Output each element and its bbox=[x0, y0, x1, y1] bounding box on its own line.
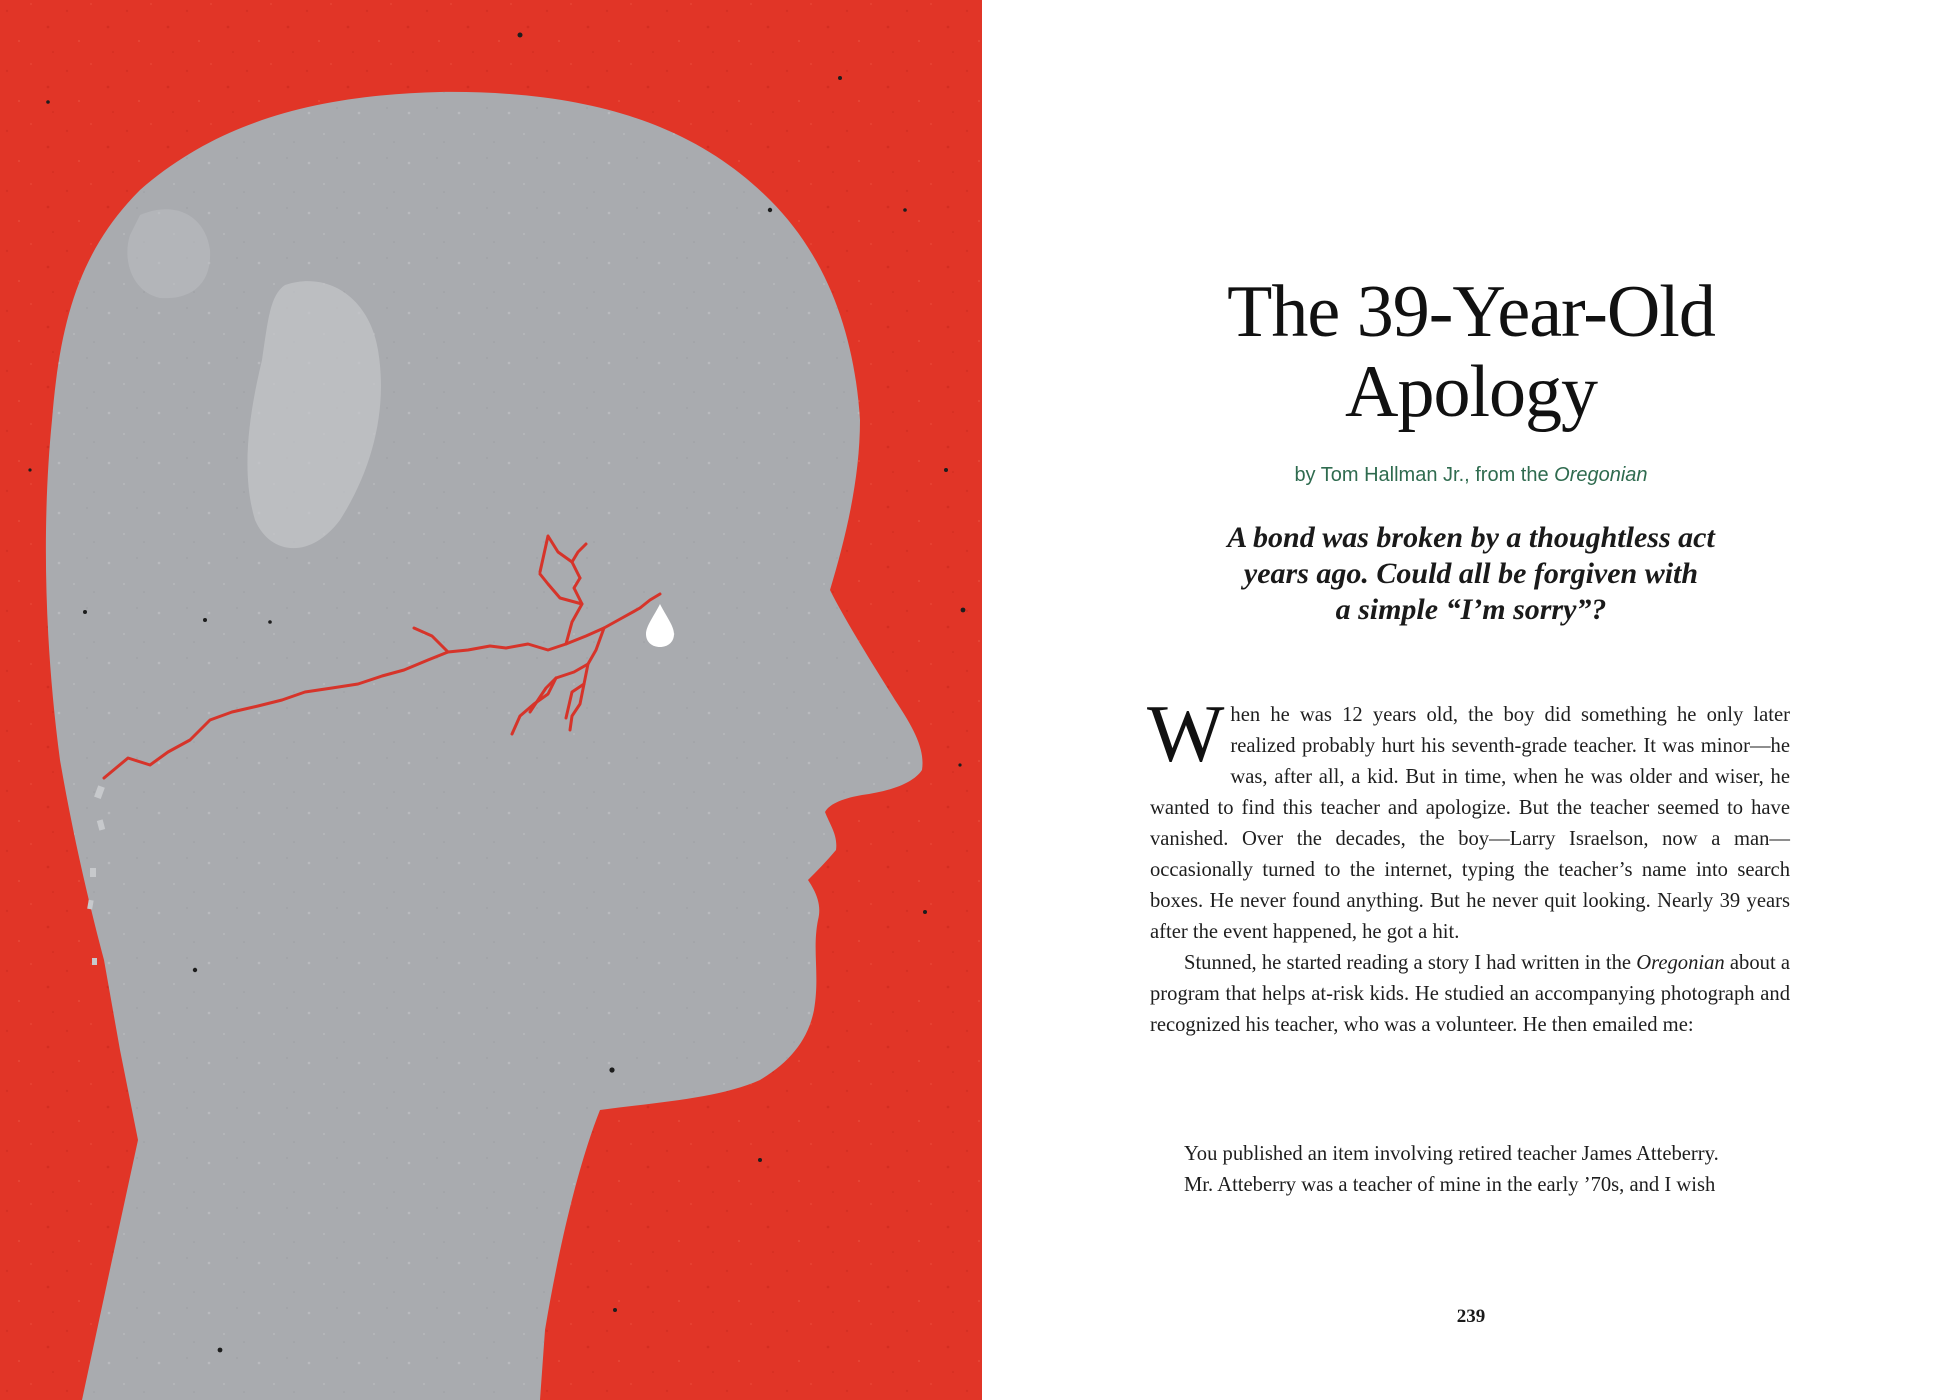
byline-prefix: by Tom Hallman Jr., from the bbox=[1294, 464, 1555, 486]
article-title bbox=[982, 272, 1960, 432]
paragraph-2-end: about a program that helps at-risk kids. He studied an accompanying photograph and recognized his teacher, who was a volunteer. He then emailed me: bbox=[1150, 952, 1790, 1036]
byline bbox=[982, 464, 1960, 487]
article-page bbox=[982, 0, 1960, 1400]
article-body bbox=[1147, 688, 1790, 1041]
deck-line-1: A bond was broken by a thoughtless act bbox=[1227, 521, 1715, 554]
quote-line-1: You published an item involving retired teacher James Atteberry. bbox=[1184, 1143, 1719, 1165]
paragraph-1-text: hen he was 12 years old, the boy did something he only later realized probably hurt his seventh-grade teacher. It was minor—he was, after all, a kid. But in time, when he was older and wiser, he wanted to find this teacher and apologize. But the teacher seemed to have vanished. Over the decades, the boy—Larry Israelson, now a man—occasionally turned to the internet, typing the teacher’s name into search boxes. He never found anything. But he never quit looking. Nearly 39 years after the event happened, he got a hit. bbox=[1150, 704, 1790, 943]
email-quote bbox=[1184, 1139, 1824, 1201]
deck-line-2: years ago. Could all be forgiven with bbox=[1243, 557, 1699, 590]
quote-line-2: Mr. Atteberry was a teacher of mine in the early ’70s, and I wish bbox=[1184, 1174, 1716, 1196]
byline-publication: Oregonian bbox=[1554, 464, 1648, 486]
paragraph-2-start: Stunned, he started reading a story I had written in the bbox=[1184, 952, 1637, 974]
paragraph-2-publication: Oregonian bbox=[1636, 952, 1725, 974]
deck-line-3: a simple “I’m sorry”? bbox=[1335, 593, 1607, 626]
paragraph-2 bbox=[1150, 948, 1790, 1041]
article-deck bbox=[982, 520, 1960, 628]
head-light-patch bbox=[127, 209, 210, 298]
page-number: 239 bbox=[1456, 1306, 1486, 1327]
title-line-1: The 39-Year-Old bbox=[1227, 271, 1715, 353]
drop-cap: W bbox=[1147, 688, 1225, 779]
paragraph-1 bbox=[1147, 688, 1790, 948]
title-line-2: Apology bbox=[1345, 351, 1597, 433]
